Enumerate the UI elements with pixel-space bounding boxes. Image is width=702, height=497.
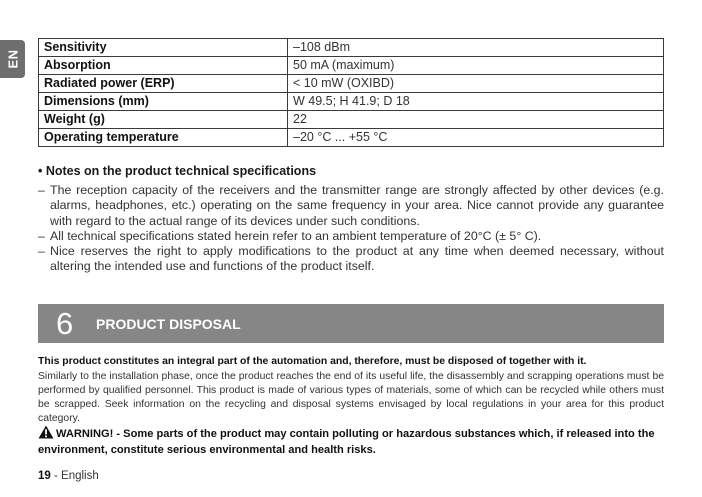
table-row (39, 129, 664, 147)
table-row (39, 39, 664, 57)
warning-triangle-icon (38, 425, 54, 443)
section-header (38, 304, 664, 343)
disposal-lead: This product constitutes an integral part of the automation and, therefore, must be disposed of together with it. (38, 356, 587, 367)
notes-list (38, 183, 664, 275)
section-number: 6 (56, 306, 74, 341)
page-footer: 19 - English (38, 470, 99, 482)
list-item: – All technical specifications stated herein refer to an ambient temperature of 20°C (± 5° C). (38, 228, 542, 243)
language-tab-label: EN (5, 49, 20, 69)
spec-value: 22 (288, 111, 664, 129)
spec-value: < 10 mW (OXIBD) (288, 75, 664, 93)
spec-value: 50 mA (maximum) (288, 57, 664, 75)
list-item: – The reception capacity of the receivers and the transmitter range are strongly affected by other devices (e.g. alarms, headphones, etc.) operating on the same frequency in your area. Nice cannot provide any guarantee with regard to the actual range of its devices under such conditions. (38, 183, 664, 228)
spec-label: Sensitivity (39, 39, 288, 57)
note-text: Nice reserves the right to apply modifications to the product at any time when deemed necessary, without altering the intended use and functions of the product itself. (50, 244, 664, 274)
specifications-table (38, 38, 664, 147)
spec-value: W 49.5; H 41.9; D 18 (288, 93, 664, 111)
footer-language: English (61, 470, 99, 482)
spec-label: Radiated power (ERP) (39, 75, 288, 93)
page-number: 19 (38, 470, 51, 482)
warning-paragraph (38, 425, 664, 457)
spec-value: –108 dBm (288, 39, 664, 57)
disposal-body: Similarly to the installation phase, once the product reaches the end of its useful life, the disassembly and scrapping operations must be performed by qualified personnel. This product is made of various types of materials, some of which can be recycled while others must be scrapped. Seek information on the recycling and disposal systems envisaged by local regulations in your area for this product category. (38, 371, 664, 424)
warning-text: WARNING! - Some parts of the product may contain polluting or hazardous substances which, if released into the environment, constitute serious environmental and health risks. (38, 428, 655, 456)
spec-label: Dimensions (mm) (39, 93, 288, 111)
note-text: All technical specifications stated herein refer to an ambient temperature of 20°C (± 5° C). (50, 228, 542, 243)
table-row (39, 111, 664, 129)
language-tab (0, 40, 25, 78)
list-item: – Nice reserves the right to apply modifications to the product at any time when deemed necessary, without altering the intended use and functions of the product itself. (38, 244, 664, 274)
table-row (39, 75, 664, 93)
notes-heading: • Notes on the product technical specifications (38, 164, 317, 178)
spec-label: Absorption (39, 57, 288, 75)
note-text: The reception capacity of the receivers and the transmitter range are strongly affected by other devices (e.g. alarms, headphones, etc.) operating on the same frequency in your area. Nice cannot provide any guarantee with regard to the actual range of its devices under such conditions. (50, 183, 664, 228)
spec-value: –20 °C ... +55 °C (288, 129, 664, 147)
table-row (39, 93, 664, 111)
spec-label: Operating temperature (39, 129, 288, 147)
table-row (39, 57, 664, 75)
spec-label: Weight (g) (39, 111, 288, 129)
section-title: PRODUCT DISPOSAL (96, 316, 241, 332)
